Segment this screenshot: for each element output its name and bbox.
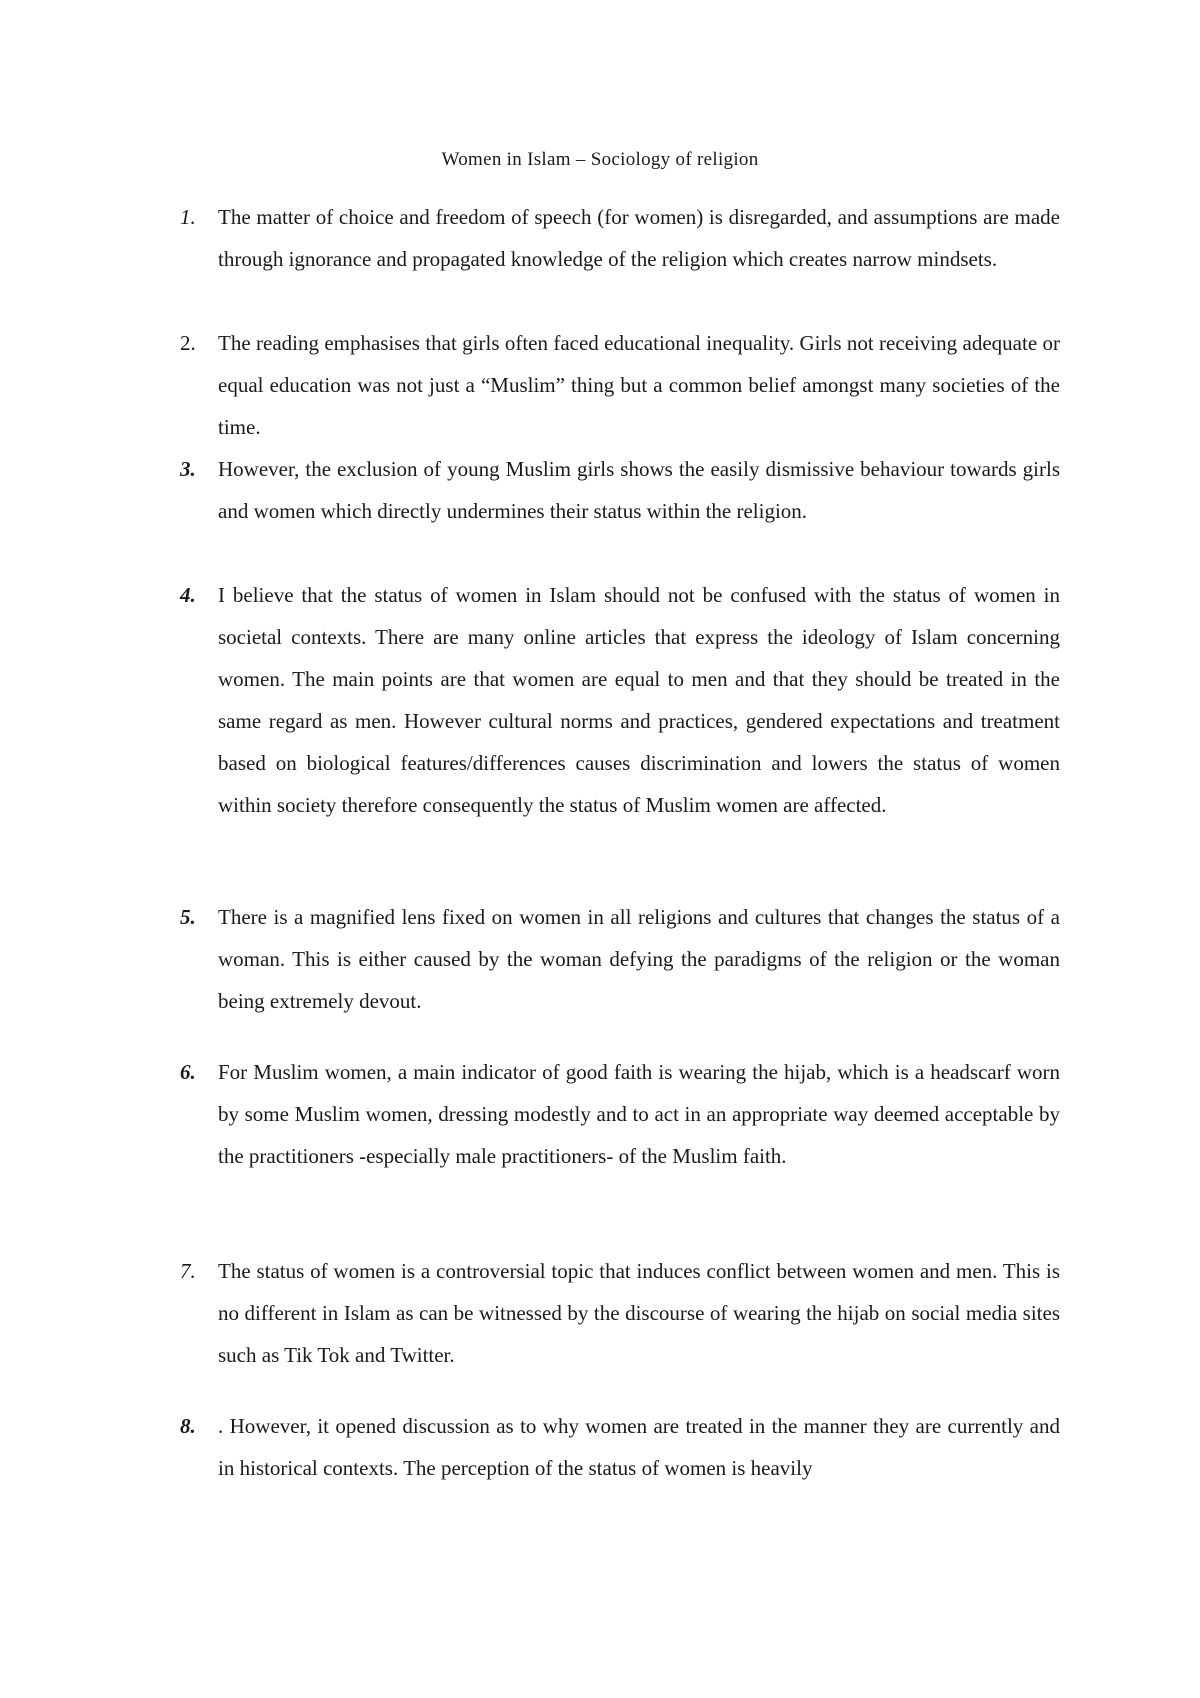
list-item-5 bbox=[180, 896, 1060, 1022]
list-number: 4. bbox=[180, 583, 196, 607]
list-item-text: The status of women is a controversial topic that induces conflict between women and men. This is no different in Islam as can be witnessed by the discourse of wearing the hijab on social media sites such as Tik Tok and Twitter. bbox=[218, 1259, 1060, 1367]
list-number: 5. bbox=[180, 905, 196, 929]
list-item-text: There is a magnified lens fixed on women in all religions and cultures that changes the status of a woman. This is either caused by the woman defying the paradigms of the religion or the woman being extremely devout. bbox=[218, 905, 1060, 1013]
list-item-1 bbox=[180, 196, 1060, 322]
list-item-text: I believe that the status of women in Islam should not be confused with the status of women in societal contexts. There are many online articles that express the ideology of Islam concerning women. The main points are that women are equal to men and that they should be treated in the same regard as men. However cultural norms and practices, gendered expectations and treatment based on biological features/differences causes discrimination and lowers the status of women within society therefore consequently the status of Muslim women are affected. bbox=[218, 583, 1060, 817]
list-number: 7. bbox=[180, 1259, 196, 1283]
list-item-7 bbox=[180, 1250, 1060, 1376]
list-item-2 bbox=[180, 322, 1060, 448]
list-item-text: For Muslim women, a main indicator of good faith is wearing the hijab, which is a headscarf worn by some Muslim women, dressing modestly and to act in an appropriate way deemed acceptable by the practitioners -especially male practitioners- of the Muslim faith. bbox=[218, 1060, 1060, 1168]
list-number: 1. bbox=[180, 205, 196, 229]
document-title: Women in Islam – Sociology of religion bbox=[441, 149, 759, 170]
list-item-8 bbox=[180, 1405, 1060, 1489]
list-item-text: However, the exclusion of young Muslim girls shows the easily dismissive behaviour towards girls and women which directly undermines their status within the religion. bbox=[218, 457, 1060, 523]
list-number: 2. bbox=[180, 331, 196, 355]
list-item-6 bbox=[180, 1051, 1060, 1219]
list-item-text: The matter of choice and freedom of speech (for women) is disregarded, and assumptions are made through ignorance and propagated knowledge of the religion which creates narrow mindsets. bbox=[218, 205, 1060, 271]
list-item-text: . However, it opened discussion as to why women are treated in the manner they are currently and in historical contexts. The perception of the status of women is heavily bbox=[218, 1414, 1060, 1480]
list-item-text: The reading emphasises that girls often faced educational inequality. Girls not receiving adequate or equal education was not just a “Muslim” thing but a common belief amongst many societies of the time. bbox=[218, 331, 1060, 439]
list-item-3 bbox=[180, 448, 1060, 532]
list-number: 6. bbox=[180, 1060, 196, 1084]
list-number: 3. bbox=[180, 457, 196, 481]
list-item-4 bbox=[180, 574, 1060, 868]
list-number: 8. bbox=[180, 1414, 196, 1438]
